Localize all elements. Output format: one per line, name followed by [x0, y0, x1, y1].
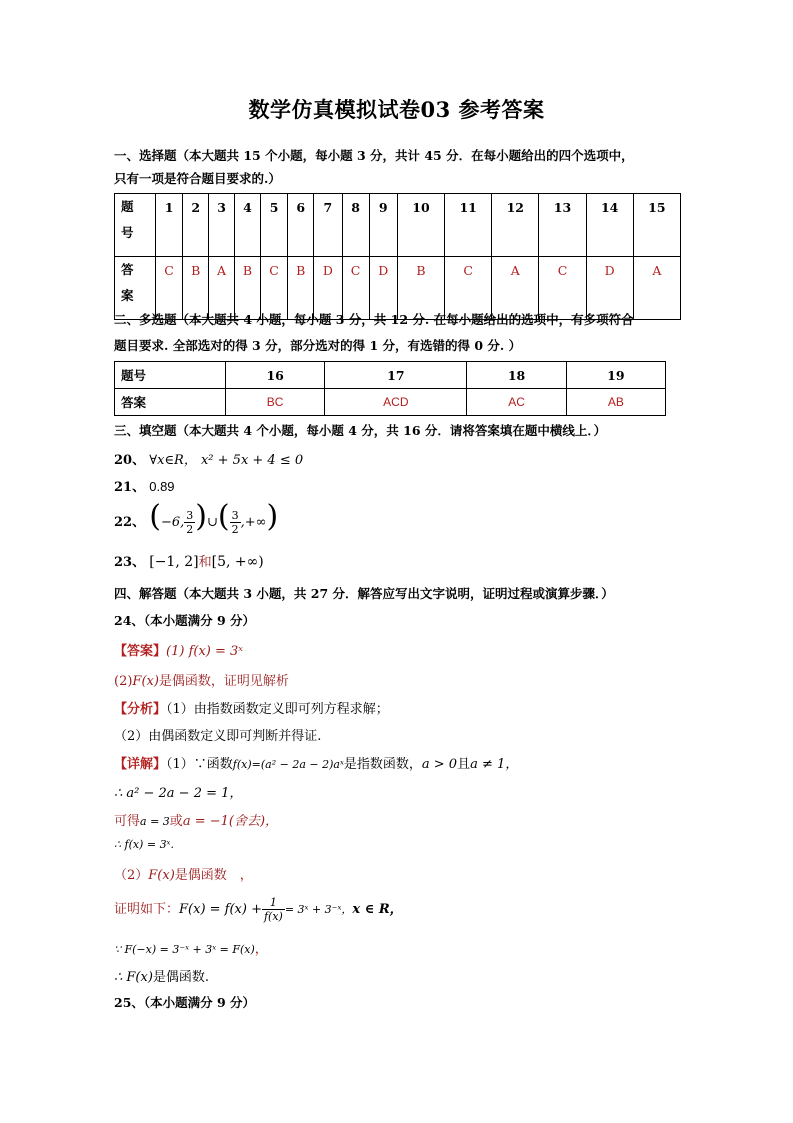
answer-cell: ACD	[325, 389, 467, 416]
section3-heading: 三、填空题（本大题共 4 个小题，每小题 4 分，共 16 分．请将答案填在题中横线上．）	[114, 423, 607, 438]
question-number: 2	[183, 194, 209, 257]
answer-cell: BC	[226, 389, 325, 416]
q20-line	[114, 449, 303, 468]
fraction-numerator: 3	[186, 509, 194, 522]
question-number: 11	[445, 194, 492, 257]
question-number: 16	[226, 362, 325, 389]
answer-cell: B	[183, 257, 209, 320]
section1-heading-line2: 只有一项是符合题目要求的.）	[114, 171, 281, 186]
row-label-char: 案	[121, 288, 134, 303]
fraction-numerator: 1	[262, 896, 285, 910]
answer-cell: D	[314, 257, 342, 320]
detail-line4: ∴ f(x) = 3ˣ.	[114, 838, 174, 851]
left-paren-icon: (	[217, 499, 230, 534]
proof-line	[114, 890, 403, 930]
q21-line	[114, 476, 175, 495]
conclusion-text: 是偶函数.	[152, 970, 210, 985]
answer-cell: B	[234, 257, 260, 320]
detail-text: 是偶函数 ，	[174, 868, 253, 883]
question-number: 4	[234, 194, 260, 257]
fraction-denominator: 2	[231, 523, 239, 536]
question-label: 22、	[114, 515, 146, 530]
question-number: 19	[566, 362, 665, 389]
question-number: 12	[492, 194, 539, 257]
q23-interval2: [5, +∞)	[211, 554, 264, 570]
right-paren-icon: )	[266, 499, 279, 534]
row-label-char: 题	[121, 199, 134, 214]
row-label-question-number: 题号	[115, 362, 226, 389]
answer-part1: (1) f(x) = 3ˣ	[166, 644, 243, 659]
detail-fx: F(x)	[148, 868, 175, 883]
answer-cell: D	[369, 257, 397, 320]
conclusion-line	[114, 966, 209, 985]
detail-line5	[114, 864, 253, 883]
section2-heading-line2: 题目要求. 全部选对的得 3 分，部分选对的得 1 分，有选错的得 0 分. ）	[114, 338, 522, 353]
answer-cell: B	[288, 257, 314, 320]
q22-fraction-left	[184, 509, 195, 536]
q21-answer: 0.89	[149, 479, 175, 494]
answer-part2-line	[114, 670, 289, 689]
question-number: 9	[369, 194, 397, 257]
row-label-question-number	[115, 194, 156, 257]
answer-cell: C	[261, 257, 288, 320]
even-formula: ∵ F(−x) = 3⁻ˣ + 3ˣ = F(x)	[114, 943, 255, 956]
detail-value: a = −1(舍去)，	[182, 814, 279, 829]
q22-line	[114, 499, 279, 538]
proof-formula: = 3ˣ + 3⁻ˣ，	[284, 903, 353, 916]
answer-cell: AB	[566, 389, 665, 416]
detail-formula: f(x)=(a² − 2a − 2)aˣ	[232, 758, 344, 771]
detail-text: 且	[457, 757, 471, 772]
question-number: 18	[467, 362, 566, 389]
answer-cell: C	[539, 257, 586, 320]
even-line	[114, 938, 268, 957]
answer-cell: A	[633, 257, 680, 320]
analysis-tag: 【分析】	[114, 702, 167, 717]
question-label: 20、	[114, 453, 146, 468]
section1-heading-line1: 一、选择题（本大题共 15 个小题，每小题 3 分，共计 45 分．在每小题给出的四个选项中，	[114, 148, 634, 163]
q23-interval1: [−1, 2]	[149, 554, 199, 570]
proof-domain: x ∈ R，	[352, 902, 403, 917]
question-number: 5	[261, 194, 288, 257]
row-label-char: 答	[121, 262, 134, 277]
analysis-line2: （2）由偶函数定义即可判断并得证.	[114, 729, 322, 744]
q22-fraction-right	[230, 509, 241, 536]
question-number: 3	[209, 194, 235, 257]
question-number: 13	[539, 194, 586, 257]
answer-cell: A	[209, 257, 235, 320]
question-number-row	[115, 362, 666, 389]
detail-tag: 【详解】	[114, 757, 167, 772]
row-label-char: 号	[121, 225, 134, 240]
row-label-answer: 答案	[115, 389, 226, 416]
fraction-denominator: f(x)	[263, 910, 283, 923]
detail-text: （1）∵函数	[166, 757, 233, 772]
question-number: 7	[314, 194, 342, 257]
question-number: 15	[633, 194, 680, 257]
q22-interval-left: −6,	[160, 515, 185, 530]
answer-line	[114, 640, 243, 659]
right-paren-icon: )	[195, 499, 207, 534]
analysis-text1: （1）由指数函数定义即可列方程求解；	[166, 702, 389, 717]
multi-choice-answer-table	[114, 361, 666, 416]
proof-fraction	[262, 896, 285, 923]
question-number: 14	[586, 194, 633, 257]
analysis-line1	[114, 698, 389, 717]
question-label: 23、	[114, 555, 146, 570]
answer-row	[115, 389, 666, 416]
q20-answer-part2: x² + 5x + 4 ≤ 0	[200, 453, 304, 468]
q22-interval-right: ,+∞	[240, 515, 267, 530]
union-symbol: ∪	[206, 515, 218, 530]
answer-cell: AC	[467, 389, 566, 416]
answer-cell: D	[586, 257, 633, 320]
proof-formula: F(x) = f(x) +	[179, 902, 262, 917]
q23-line	[114, 551, 264, 570]
answer-cell: B	[397, 257, 444, 320]
q20-answer-part1: ∀x∈R，	[149, 453, 197, 468]
q23-and: 和	[198, 555, 212, 570]
section2-heading-line1: 二、多选题（本大题共 4 小题，每小题 3 分，共 12 分. 在每小题给出的选项中，有多项符合	[114, 312, 634, 327]
question-number: 10	[397, 194, 444, 257]
answer-cell: C	[445, 257, 492, 320]
detail-condition: a ≠ 1，	[470, 757, 519, 772]
proof-intro: 证明如下：	[114, 902, 180, 917]
section4-heading: 四、解答题（本大题共 3 小题，共 27 分．解答应写出文字说明，证明过程或演算步骤．）	[114, 586, 614, 601]
page-title: 数学仿真模拟试卷03 参考答案	[248, 97, 545, 122]
answer-part2-prefix: (2)	[114, 674, 133, 689]
detail-text: 是指数函数，	[343, 757, 422, 772]
detail-text: （2）	[114, 868, 149, 883]
answer-cell: A	[492, 257, 539, 320]
q25-title: 25、（本小题满分 9 分）	[114, 995, 256, 1010]
question-label: 21、	[114, 480, 146, 495]
left-paren-icon: (	[149, 499, 161, 534]
question-number: 6	[288, 194, 314, 257]
even-comma: ，	[254, 942, 268, 957]
answer-part2-fx: F(x)	[132, 674, 159, 689]
answer-cell: C	[342, 257, 369, 320]
question-number: 17	[325, 362, 467, 389]
question-number-row	[115, 194, 681, 257]
detail-text: 或	[169, 814, 183, 829]
conclusion-fx: ∴ F(x)	[114, 970, 153, 985]
detail-line3	[114, 810, 278, 829]
single-choice-answer-table	[114, 193, 681, 320]
answer-tag: 【答案】	[114, 644, 167, 659]
answer-part2-text: 是偶函数，证明见解析	[158, 674, 289, 689]
detail-line2: ∴ a² − 2a − 2 = 1，	[114, 786, 243, 801]
q24-title: 24、（本小题满分 9 分）	[114, 613, 256, 628]
question-number: 1	[156, 194, 183, 257]
question-number: 8	[342, 194, 369, 257]
fraction-denominator: 2	[186, 523, 194, 536]
detail-condition: a > 0	[421, 757, 458, 772]
answer-cell: C	[156, 257, 183, 320]
detail-value: a = 3	[140, 815, 170, 828]
fraction-numerator: 3	[231, 509, 239, 522]
detail-text: 可得	[114, 814, 141, 829]
detail-line1	[114, 753, 518, 772]
